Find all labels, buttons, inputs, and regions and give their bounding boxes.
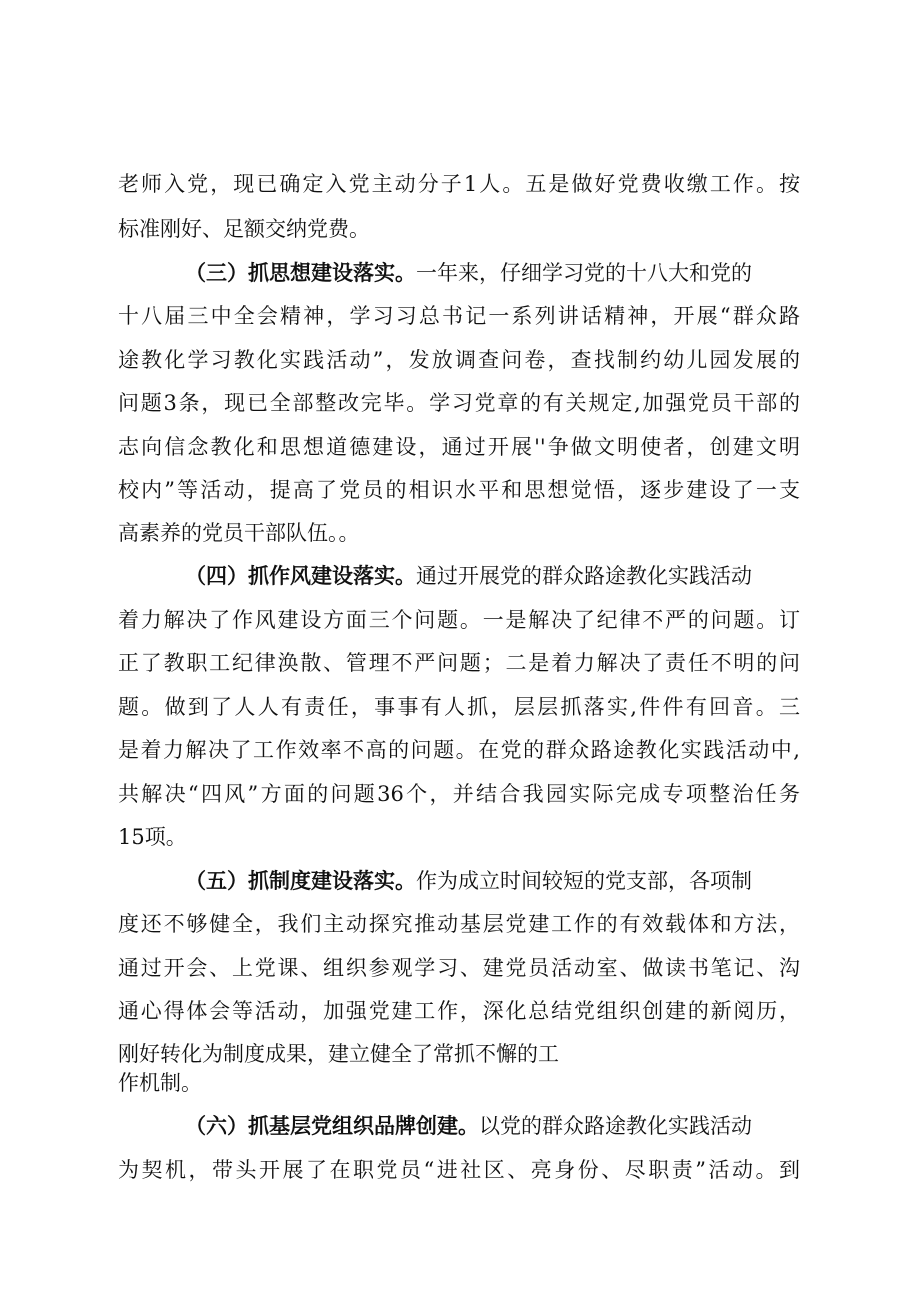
text-run: 作为成立时间较短的党支部，各项制 (416, 869, 752, 893)
section-heading-6: （六）抓基层党组织品牌创建。 (185, 1113, 479, 1138)
text-line: 途教化学习教化实践活动”，发放调查问卷，查找制约幼儿园发展的 (118, 348, 800, 372)
paragraph-3-first-line (185, 258, 752, 288)
paragraph-4-first-line (185, 561, 752, 591)
text-run: 通过开展党的群众路途教化实践活动 (416, 564, 752, 588)
text-line: 十八届三中全会精神，学习习总书记一系列讲话精神，开展“群众路 (118, 304, 800, 328)
text-line: 志向信念教化和思想道德建设，通过开展''争做文明使者，创建文明 (118, 435, 800, 459)
text-line: 刚好转化为制度成果，建立健全了常抓不懈的工 (118, 1042, 559, 1066)
section-heading-5: （五）抓制度建设落实。 (185, 868, 416, 893)
text-line: 题。做到了人人有责任，事事有人抓，层层抓落实,件件有回音。三 (118, 695, 800, 719)
text-line: 共解决“四风”方面的问题36个，并结合我园实际完成专项整治任务 (118, 782, 800, 806)
text-line: 校内”等活动，提高了党员的相识水平和思想觉悟，逐步建设了一支 (118, 478, 800, 502)
text-line: 作机制。 (118, 1071, 202, 1095)
text-line: 老师入党，现已确定入党主动分子1人。五是做好党费收缴工作。按 (118, 172, 800, 196)
text-line: 通过开会、上党课、组织参观学习、建党员活动室、做读书笔记、沟 (118, 956, 800, 980)
text-line: 正了教职工纪律涣散、管理不严问题；二是着力解决了责任不明的问 (118, 651, 800, 675)
text-run: 以党的群众路途教化实践活动 (479, 1114, 752, 1138)
text-line: 为契机，带头开展了在职党员“进社区、亮身份、尽职责”活动。到 (118, 1158, 800, 1182)
text-line: 度还不够健全，我们主动探究推动基层党建工作的有效载体和方法， (118, 912, 800, 936)
text-line: 通心得体会等活动，加强党建工作，深化总结党组织创建的新阅历， (118, 999, 800, 1023)
text-line: 着力解决了作风建设方面三个问题。一是解决了纪律不严的问题。订 (118, 608, 800, 632)
text-line: 标准刚好、足额交纳党费。 (118, 217, 370, 241)
text-line: 高素养的党员干部队伍。。 (118, 521, 360, 545)
section-heading-3: （三）抓思想建设落实。 (185, 260, 416, 285)
section-heading-4: （四）抓作风建设落实。 (185, 563, 416, 588)
text-run: 一年来，仔细学习党的十八大和党的 (416, 261, 752, 285)
text-line: 问题3条，现已全部整改完毕。学习党章的有关规定,加强党员干部的 (118, 391, 800, 415)
paragraph-5-first-line (185, 866, 752, 896)
paragraph-6-first-line (185, 1111, 752, 1141)
text-line: 15项。 (118, 825, 187, 849)
text-line: 是着力解决了工作效率不高的问题。在党的群众路途教化实践活动中, (118, 738, 800, 762)
